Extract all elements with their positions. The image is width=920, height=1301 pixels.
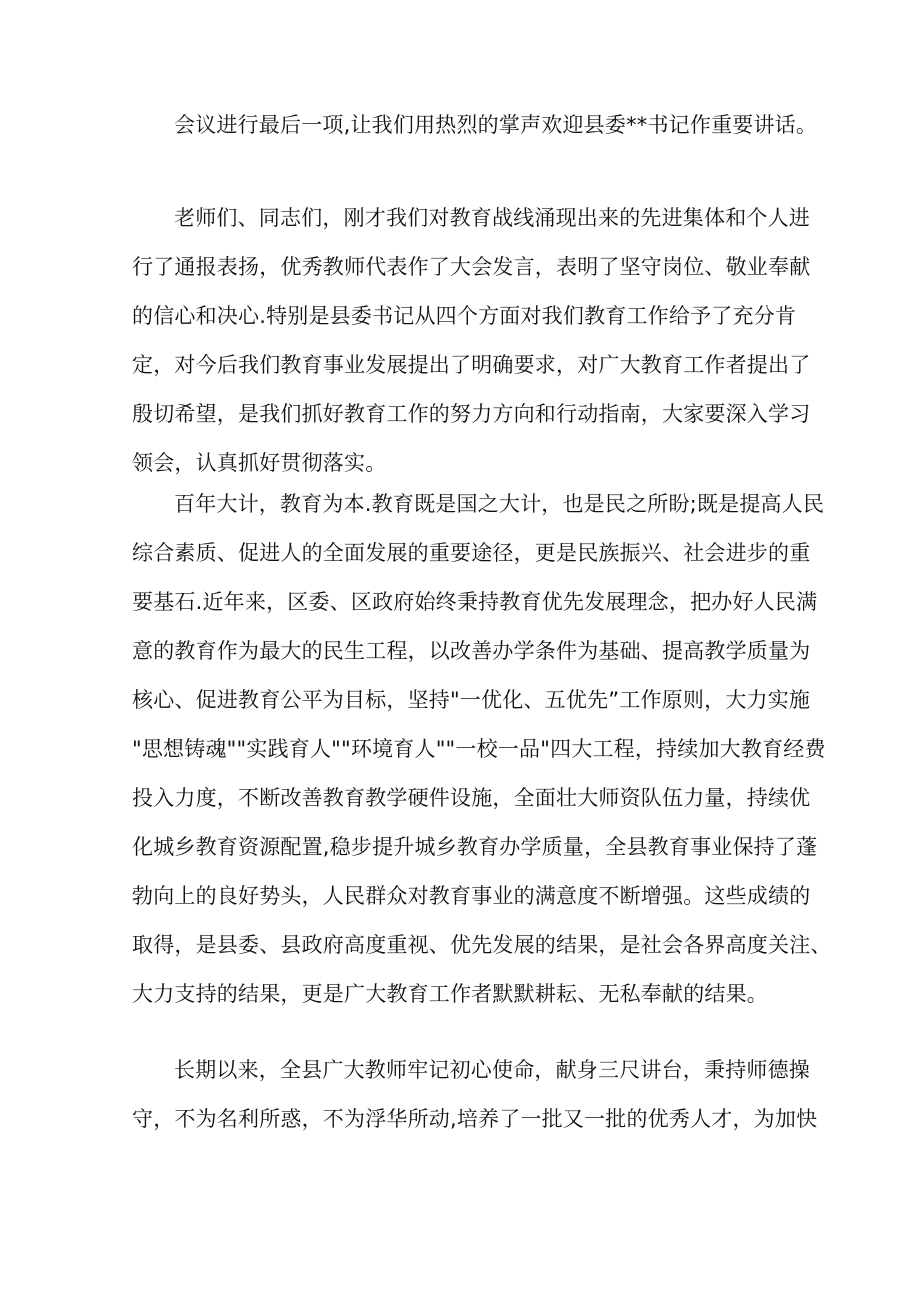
paragraph-line: 意的教育作为最大的民生工程，以改善办学条件为基础、提高教学质量为 [132,639,811,663]
paragraph-line: 的信心和决心.特别是县委书记从四个方面对我们教育工作给予了充分肯 [132,304,797,328]
paragraph-education-plan [132,480,832,1019]
paragraph-line: 投入力度，不断改善教育教学硬件设施，全面壮大师资队伍力量，持续优 [132,786,811,810]
paragraph-line: 会议进行最后一项,让我们用热烈的掌声欢迎县委**书记作重要讲话。 [174,113,818,137]
paragraph-teachers [132,1046,818,1144]
paragraph-recognition [132,194,811,488]
paragraph-line: 长期以来，全县广大教师牢记初心使命，献身三尺讲台，秉持师德操 [174,1058,810,1082]
paragraph-line: 定，对今后我们教育事业发展提出了明确要求，对广大教育工作者提出了 [132,353,811,377]
paragraph-line: 核心、促进教育公平为目标，坚持"一优化、五优先”工作原则，大力实施 [132,688,811,712]
paragraph-line: 百年大计，教育为本.教育既是国之大计，也是民之所盼;既是提高人民 [174,492,825,516]
paragraph-line: 领会，认真抓好贯彻落实。 [132,451,387,475]
paragraph-line: 勃向上的良好势头，人民群众对教育事业的满意度不断增强。这些成绩的 [132,884,811,908]
paragraph-line: 行了通报表扬，优秀教师代表作了大会发言，表明了坚守岗位、敬业奉献 [132,255,811,279]
paragraph-line: 老师们、同志们，刚才我们对教育战线涌现出来的先进集体和个人进 [174,206,810,230]
paragraph-line: 守，不为名利所惑，不为浮华所动,培养了一批又一批的优秀人才，为加快 [132,1107,818,1131]
paragraph-line: 化城乡教育资源配置,稳步提升城乡教育办学质量，全县教育事业保持了蓬 [132,835,818,859]
paragraph-line: 综合素质、促进人的全面发展的重要途径，更是民族振兴、社会进步的重 [132,541,811,565]
paragraph-line: 要基石.近年来，区委、区政府始终秉持教育优先发展理念，把办好人民满 [132,590,818,614]
paragraph-line: 大力支持的结果，更是广大教育工作者默默耕耘、无私奉献的结果。 [132,982,768,1006]
paragraph-line: "思想铸魂""实践育人""环境育人""一校一品"四大工程，持续加大教育经费 [132,737,826,761]
paragraph-line: 殷切希望，是我们抓好教育工作的努力方向和行动指南，大家要深入学习 [132,402,811,426]
paragraph-opening [132,101,818,150]
paragraph-line: 取得，是县委、县政府高度重视、优先发展的结果，是社会各界高度关注、 [132,933,832,957]
